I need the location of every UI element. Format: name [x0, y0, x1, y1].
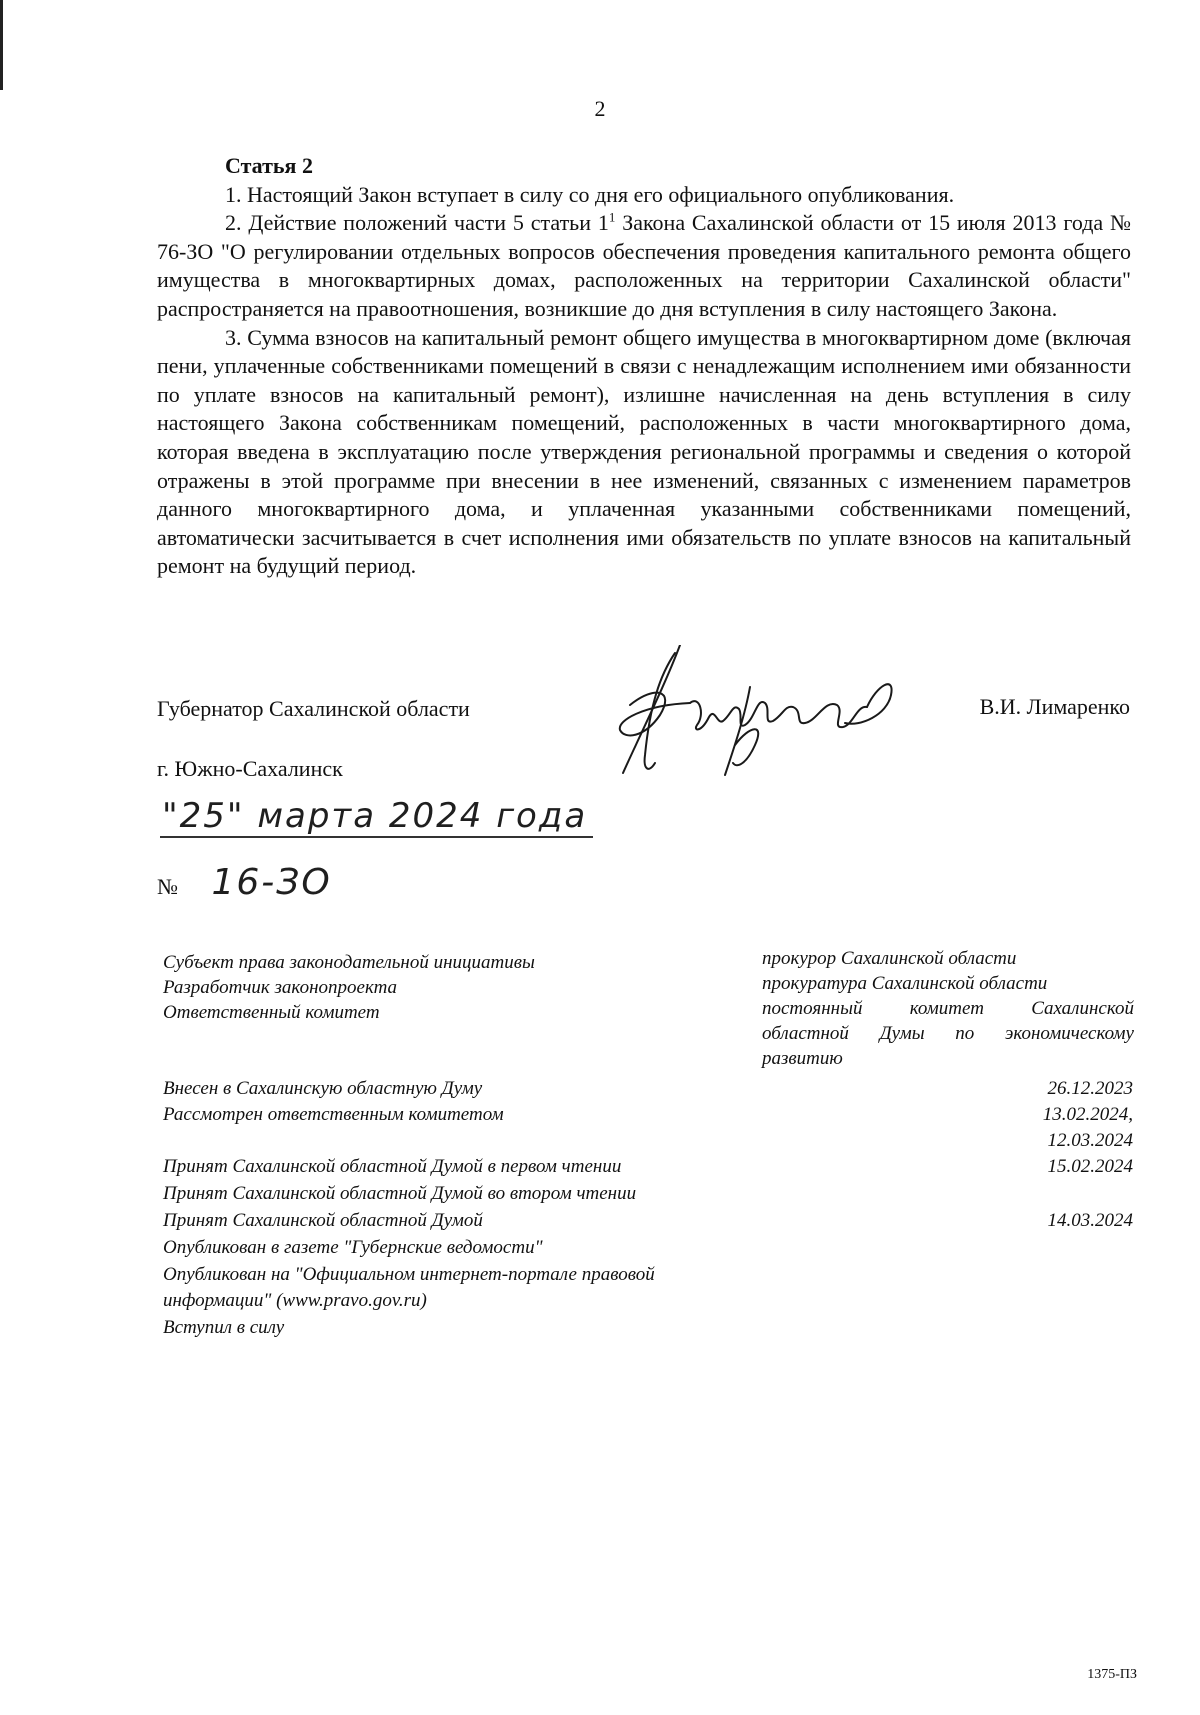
- governor-name: В.И. Лимаренко: [979, 694, 1130, 719]
- meta-published-newspaper-label: Опубликован в газете "Губернские ведомости": [163, 1237, 543, 1258]
- meta-reviewed-date-2: 12.03.2024: [1047, 1130, 1133, 1151]
- meta-adopted-label: Принят Сахалинской областной Думой: [163, 1210, 483, 1231]
- paragraph-2-start: 2. Действие положений части 5 статьи 1: [225, 210, 609, 236]
- meta-initiative-label: Субъект права законодательной инициативы: [163, 952, 535, 973]
- meta-first-reading-label: Принят Сахалинской областной Думой в первом чтении: [163, 1156, 622, 1177]
- signature-drawing: [605, 645, 905, 795]
- article-paragraph-1: 1. Настоящий Закон вступает в силу со дня его официального опубликования.: [225, 181, 955, 207]
- governor-title: Губернатор Сахалинской области: [157, 696, 470, 721]
- meta-adopted-date: 14.03.2024: [1047, 1210, 1133, 1231]
- article-title: Статья 2: [225, 153, 313, 178]
- footer-code: 1375-ПЗ: [1087, 1667, 1137, 1682]
- meta-second-reading-label: Принят Сахалинской областной Думой во втором чтении: [163, 1183, 637, 1204]
- superscript-index: 1: [608, 209, 616, 225]
- signing-city: г. Южно-Сахалинск: [157, 756, 343, 781]
- metadata-right-column: [762, 946, 1134, 1071]
- governor-signature: [605, 645, 905, 795]
- meta-reviewed-label: Рассмотрен ответственным комитетом: [163, 1104, 504, 1125]
- metadata-left-column: [163, 950, 743, 1025]
- meta-developer-value: прокуратура Сахалинской области: [762, 973, 1048, 994]
- meta-in-force-label: Вступил в силу: [163, 1317, 285, 1338]
- scan-edge-mark: [0, 0, 3, 90]
- article-paragraph-2: [157, 209, 1131, 323]
- meta-introduced-label: Внесен в Сахалинскую областную Думу: [163, 1078, 483, 1099]
- law-number-label: №: [157, 874, 178, 899]
- article-paragraph-3: 3. Сумма взносов на капитальный ремонт общего имущества в многоквартирном доме (включая пени, уплаченные собственниками помещений в связи с ненадлежащим исполнением ими обязанности по уплате взносов на капитальный ремонт), излишне начисленная на день вступления в силу настоящего Закона собственникам помещений, расположенных в части многоквартирного дома, которая введена в эксплуатацию после утверждения региональной программы и сведения о которой отражены в этой программе при внесении в нее изменений, связанных с изменением параметров данного многоквартирного дома, и уплаченная указанными собственниками помещений, автоматически засчитывается в счет исполнения ими обязательств по уплате взносов на капитальный ремонт на будущий период.: [157, 324, 1131, 579]
- article-body: [157, 152, 1131, 581]
- page-number: 2: [594, 96, 606, 121]
- meta-developer-label: Разработчик законопроекта: [163, 977, 398, 998]
- signing-date: [160, 796, 593, 836]
- law-number: [157, 862, 332, 903]
- law-number-handwritten: 16-ЗО: [211, 862, 332, 903]
- meta-published-portal-label-2: информации" (www.pravo.gov.ru): [163, 1290, 427, 1311]
- signing-date-handwritten: "25" марта 2024 года: [160, 796, 593, 838]
- meta-initiative-value: прокурор Сахалинской области: [762, 948, 1017, 969]
- meta-first-reading-date: 15.02.2024: [1047, 1156, 1133, 1177]
- meta-reviewed-date-1: 13.02.2024,: [1042, 1104, 1133, 1125]
- meta-committee-value: постоянный комитет Сахалинской областной Думы по экономическому развитию: [762, 998, 1134, 1069]
- meta-introduced-date: 26.12.2023: [1047, 1078, 1133, 1099]
- meta-committee-label: Ответственный комитет: [163, 1002, 380, 1023]
- paragraph-2-rest: Закона Сахалинской области от 15 июля 2013 года № 76-ЗО "О регулировании отдельных вопросов обеспечения проведения капитального ремонта общего имущества в многоквартирных домах, расположенных на территории Сахалинской области" распространяется на правоотношения, возникшие до дня вступления в силу настоящего Закона.: [157, 210, 1131, 321]
- meta-published-portal-label-1: Опубликован на "Официальном интернет-портале правовой: [163, 1264, 655, 1285]
